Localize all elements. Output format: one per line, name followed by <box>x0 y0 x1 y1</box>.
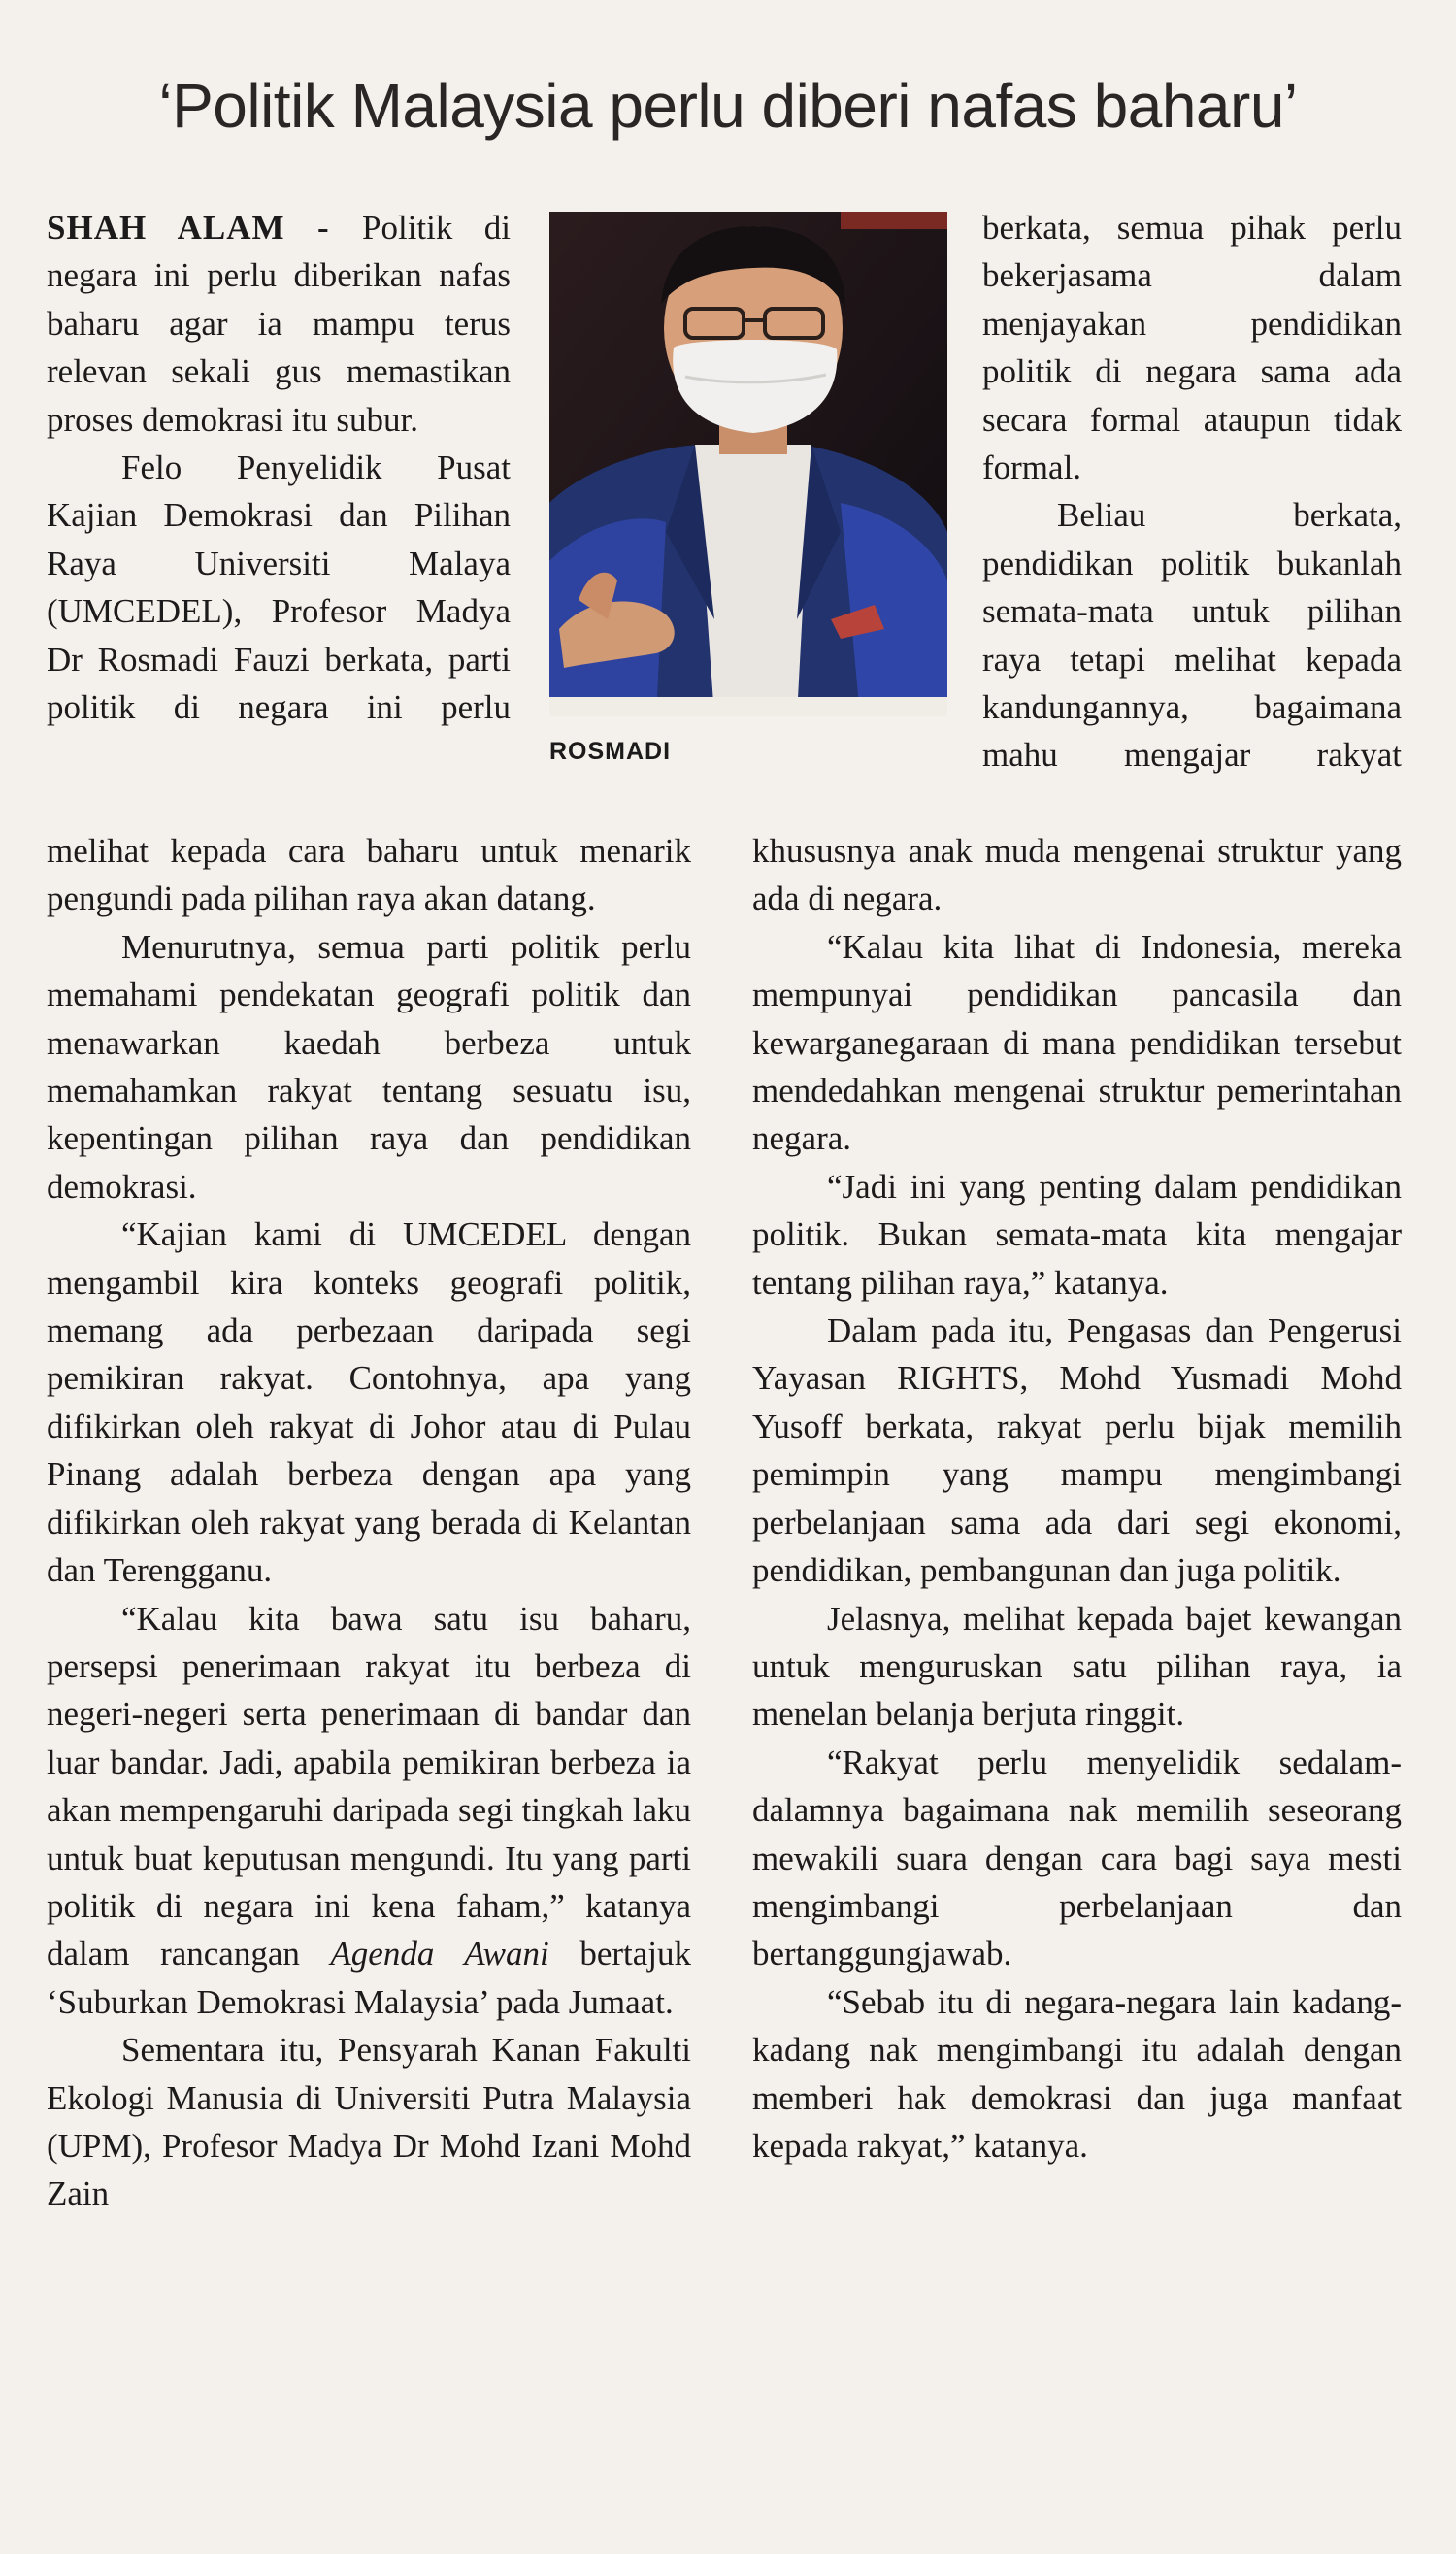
paragraph: khususnya anak muda mengenai struktur yang ada di negara. <box>752 832 1402 918</box>
column-2-top <box>982 204 1402 779</box>
paragraph: Beliau berkata, pendidikan politik bukanlah semata-mata untuk pilihan raya tetapi melihat kepada kandungannya, bagaimana mahu mengajar rakyat <box>982 496 1402 775</box>
headline: ‘Politik Malaysia perlu diberi nafas baharu’ <box>158 71 1298 141</box>
paragraph: berkata, semua pihak perlu bekerjasama dalam menjayakan pendidikan politik di negara sama ada secara formal ataupun tidak formal. <box>982 209 1402 487</box>
paragraph: Sementara itu, Pensyarah Kanan Fakulti Ekologi Manusia di Universiti Putra Malaysia (UPM), Profesor Madya Dr Mohd Izani Mohd Zain <box>47 2031 691 2213</box>
paragraph: “Rakyat perlu menyelidik sedalam-dalamnya bagaimana nak memilih seseorang mewakili suara dengan cara bagi saya mesti mengimbangi perbelanjaan dan bertanggungjawab. <box>752 1742 1402 1974</box>
paragraph: Felo Penyelidik Pusat Kajian Demokrasi dan Pilihan Raya Universiti Malaya (UMCEDEL), Profesor Madya Dr Rosmadi Fauzi berkata, parti politik di negara ini perlu <box>47 448 511 727</box>
paragraph: Menurutnya, semua parti politik perlu memahami pendekatan geografi politik dan menawarkan kaedah berbeza untuk memahamkan rakyat tentang sesuatu isu, kepentingan pilihan raya dan pendidikan demokrasi. <box>47 927 691 1206</box>
paragraph: “Sebab itu di negara-negara lain kadang-kadang nak mengimbangi itu adalah dengan memberi hak demokrasi dan juga manfaat kepada rakyat,” katanya. <box>752 1982 1402 2165</box>
paragraph: melihat kepada cara baharu untuk menarik pengundi pada pilihan raya akan datang. <box>47 832 691 918</box>
portrait-illustration <box>549 212 947 716</box>
program-name: Agenda Awani <box>330 1935 549 1974</box>
paragraph: “Kalau kita lihat di Indonesia, mereka mempunyai pendidikan pancasila dan kewarganegaraan di mana pendidikan tersebut mendedahkan mengenai struktur pemerintahan negara. <box>752 927 1402 1158</box>
paragraph-text: bertajuk ‘Suburkan Demokrasi Malaysia’ pada Jumaat. <box>47 1935 691 2021</box>
column-1-top <box>47 204 511 731</box>
paragraph-text: Politik di negara ini perlu diberikan nafas baharu agar ia mampu terus relevan sekali gus memastikan proses demokrasi itu subur. <box>47 209 511 439</box>
photo-caption: ROSMADI <box>549 738 672 765</box>
column-1-bottom <box>47 827 691 2218</box>
paragraph: “Jadi ini yang penting dalam pendidikan politik. Bukan semata-mata kita mengajar tentang pilihan raya,” katanya. <box>752 1167 1402 1302</box>
paragraph <box>47 1595 691 2027</box>
portrait-photo <box>549 212 947 716</box>
paragraph-text: “Kalau kita bawa satu isu baharu, persepsi penerimaan rakyat itu berbeza di negeri-negeri serta penerimaan di bandar dan luar bandar. Jadi, apabila pemikiran berbeza ia akan mempengaruhi daripada segi tingkah laku untuk buat keputusan mengundi. Itu yang parti politik di negara ini kena faham,” katanya dalam rancangan <box>47 1599 691 1974</box>
paragraph: Dalam pada itu, Pengasas dan Pengerusi Yayasan RIGHTS, Mohd Yusmadi Mohd Yusoff berkata, rakyat perlu bijak memilih pemimpin yang mampu mengimbangi perbelanjaan sama ada dari segi ekonomi, pendidikan, pembangunan dan juga politik. <box>752 1311 1402 1590</box>
column-2-bottom <box>752 827 1402 2170</box>
paragraph: “Kajian kami di UMCEDEL dengan mengambil kira konteks geografi politik, memang ada perbezaan daripada segi pemikiran rakyat. Contohnya, apa yang difikirkan oleh rakyat di Johor atau di Pulau Pinang adalah berbeza dengan apa yang difikirkan oleh rakyat yang berada di Kelantan dan Terengganu. <box>47 1215 691 1590</box>
dateline: SHAH ALAM - <box>47 209 363 247</box>
paragraph <box>47 204 511 444</box>
paragraph: Jelasnya, melihat kepada bajet kewangan untuk menguruskan satu pilihan raya, ia menelan belanja berjuta ringgit. <box>752 1599 1402 1734</box>
